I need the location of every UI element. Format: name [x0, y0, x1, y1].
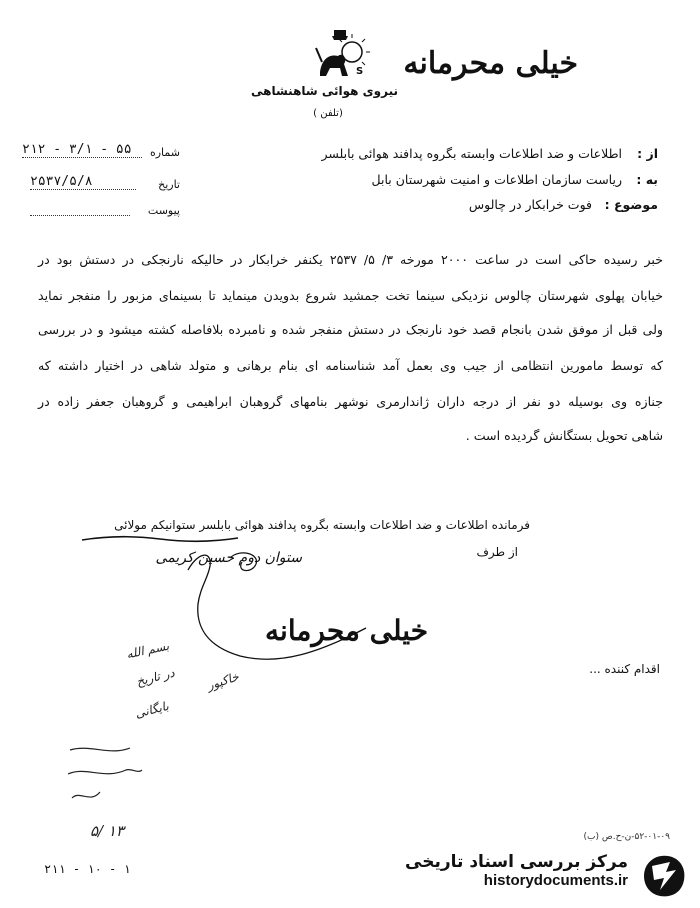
subject-label: موضوع :	[604, 197, 658, 212]
from-label: از :	[637, 146, 658, 161]
to-value: ریاست سازمان اطلاعات و امنیت شهرستان بابل	[371, 172, 622, 187]
action-label: اقدام کننده ...	[589, 662, 660, 676]
classification-stamp-bottom: خیلی محرمانه	[265, 614, 428, 647]
signature-flourish	[170, 548, 370, 668]
from-value: اطلاعات و ضد اطلاعات وابسته بگروه پدافند هوائی بابلسر	[321, 146, 622, 161]
margin-note: بایگانی	[133, 698, 171, 721]
form-code: ۵۲-۰۱-۰۹-ن-ح.ص (ب)	[583, 832, 670, 842]
number-label: شماره	[149, 146, 180, 159]
attachment-line	[30, 214, 130, 216]
body-line: خبر رسیده حاکی است در ساعت ۲۰۰۰ مورخه ۳/ ۵/ ۲۵۳۷ یکنفر خرابکار در حالیکه نارنجکی در دستش بود در	[38, 252, 663, 267]
margin-note: خاکپور	[205, 669, 241, 693]
body-line: که توسط مامورین انتظامی از جیب وی بعمل آمد شناسنامه ای بنام برهانی و متولد شاهی در اختیار داشته که	[38, 358, 663, 373]
to-label: به :	[636, 172, 658, 187]
attachment-label: پیوست	[147, 204, 180, 217]
archive-url: historydocuments.ir	[483, 872, 628, 889]
margin-note: ۵/ ۱۳	[90, 822, 124, 840]
date-label: تاریخ	[158, 178, 180, 191]
organization-name: نیروی هوائی شاهنشاهی	[251, 84, 398, 98]
archive-text-block	[405, 852, 628, 889]
bottom-code: ۲۱۱ - ۱۰ - ۱	[44, 862, 131, 876]
number-value: ۲۱۲ - ۳/۱ - ۵۵	[22, 142, 142, 158]
on-behalf-label: از طرف	[476, 545, 518, 559]
classification-stamp-top: خیلی محرمانه	[403, 46, 578, 81]
archive-watermark	[0, 840, 700, 908]
lion-and-sun-crest-icon	[312, 28, 374, 84]
underline-stroke	[80, 532, 240, 544]
body-line: جنازه وی بوسیله دو نفر از درجه داران ژاندارمری نوشهر بنامهای گروهبان ابراهیمی و گروهبان جعفر زاده در	[38, 394, 663, 409]
archive-name: مرکز بررسی اسناد تاریخی	[405, 852, 628, 872]
phone-label: (تلفن )	[313, 108, 343, 119]
signer-handwritten: ستوان دوم حسین کریمی	[155, 550, 302, 566]
commander-line: فرمانده اطلاعات و ضد اطلاعات وابسته بگروه پدافند هوائی بابلسر ستوانیکم مولائی	[114, 518, 530, 532]
svg-text:S: S	[356, 66, 364, 77]
body-line: خیابان پهلوی شهرستان چالوس نزدیکی سینما تخت جمشید شروع بدویدن مینماید تا بسینمای مزبور را منفجر نماید	[38, 288, 663, 303]
subject-value: فوت خرابکار در چالوس	[468, 197, 592, 212]
date-value: ۲۵۳۷/۵/۸	[30, 174, 136, 190]
margin-note: بسم الله	[125, 638, 171, 662]
archive-logo-icon	[636, 850, 690, 902]
margin-note: در تاریخ	[134, 665, 176, 689]
body-line: ولی قبل از موفق شدن بانجام قصد خود نارنجک در دستش منفجر شده و نامبرده بلافاصله کشته میشود و در بررسی	[38, 322, 663, 337]
scribble-marks	[60, 740, 150, 810]
body-line: شاهی تحویل بستگانش گردیده است .	[465, 428, 663, 443]
